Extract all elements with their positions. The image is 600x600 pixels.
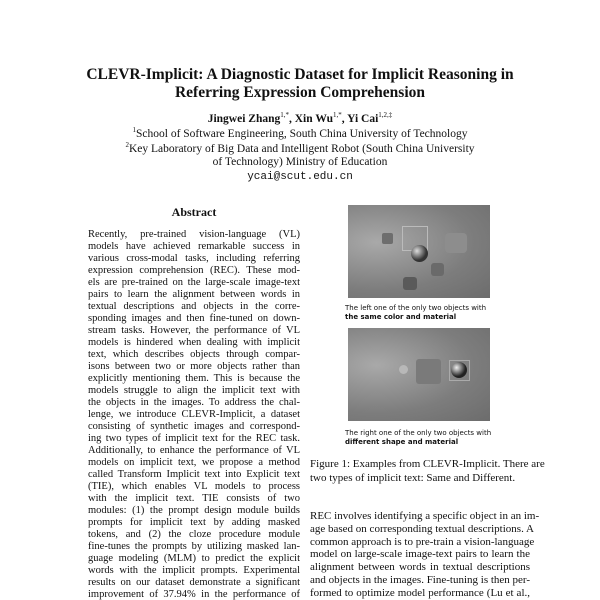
object-cylinder <box>431 263 444 276</box>
affiliation-3 <box>0 156 600 168</box>
body-line: and objects in the images. Fine-tuning is then per- <box>310 574 531 586</box>
abstract-line: lenge, we introduce CLEVR-Implicit, a dataset <box>88 409 300 420</box>
abstract-line: isons between two or more objects rather than <box>88 361 300 372</box>
abstract-line: explicitly mentioning them. This is because the <box>88 373 300 384</box>
figure-image-1 <box>348 205 490 298</box>
body-line: REC involves identifying a specific object in an im- <box>310 510 540 522</box>
object-cylinder <box>445 233 467 253</box>
image-2-caption-line-2: different shape and material <box>345 438 459 446</box>
abstract-line: text, which describes objects through compar- <box>88 349 300 360</box>
author-3: Yi Cai <box>347 112 379 125</box>
abstract-line: prompts for implicit text by adding masked <box>88 517 300 528</box>
figure-caption-line-1: Figure 1: Examples from CLEVR-Implicit. There are <box>310 458 545 470</box>
author-2-sup: 1,* <box>333 111 342 119</box>
authors: Jingwei Zhang$^{1,*}$, Xin $Wu^{1,*}$, Yi Cai$^{1,2,\ddagger}$ <box>207 111 393 125</box>
abstract-line: pairs to learn the alignment between words in <box>88 289 300 300</box>
affil-text: of Technology) Ministry of Education <box>212 156 388 168</box>
abstract-line: models on implicit text, we propose a method <box>88 457 300 468</box>
object-cylinder <box>403 277 417 290</box>
abstract-line: sponding images and then fine-tuned on down- <box>88 313 300 324</box>
affil-sup: 1 <box>132 126 136 134</box>
author-2: Xin Wu <box>294 112 334 125</box>
object-sphere <box>411 245 428 262</box>
image-1-caption-line-1: The left one of the only two objects with <box>345 304 487 312</box>
body-line: common approach is to pre-train a vision-language <box>310 535 535 548</box>
abstract-line: fine-tunes the prompts by utilizing masked lan- <box>88 541 300 552</box>
abstract-line: tokens, and (2) the cloze procedure module <box>88 529 300 540</box>
object-cube <box>382 233 393 244</box>
body-line: formed to optimize model performance (Lu et al., <box>310 586 530 599</box>
body-line: alignment between words in textual descriptions <box>310 561 530 574</box>
image-2-caption-line-1: The right one of the only two objects with <box>345 429 492 437</box>
figure-caption-line-2: two types of implicit text: Same and Different. <box>310 472 516 484</box>
abstract-line: called Transform Implicit text into Explicit text <box>88 469 300 480</box>
email: ycai@scut.edu.cn <box>247 171 353 183</box>
object-sphere <box>451 362 467 378</box>
object-cube <box>416 359 441 384</box>
abstract-line: modules: (1) the prompt design module builds <box>88 505 300 516</box>
affiliation-1 <box>0 126 600 140</box>
abstract-line: models is hindered when dealing with implicit <box>88 337 300 348</box>
abstract-line: expression comprehension (REC). These mod- <box>88 265 300 276</box>
affil-text: School of Software Engineering, South China University of Technology <box>136 127 468 140</box>
abstract-line: ing two types of implicit text for the REC task. <box>88 433 300 444</box>
abstract-line: stream tasks. However, the performance of VL <box>88 325 300 336</box>
affil-sup: 2 <box>125 141 129 149</box>
body-line: model on large-scale image-text pairs to learn the <box>310 548 530 561</box>
abstract-line: textual descriptions and objects in the corre- <box>88 301 300 312</box>
abstract-line: Additionally, to enhance the performance of VL <box>88 445 300 456</box>
author-3-sup: 1,2,‡ <box>378 111 393 119</box>
abstract-line: els are pre-trained on the large-scale image-text <box>88 277 300 288</box>
abstract-line: Recently, pre-trained vision-language (VL) <box>88 229 300 240</box>
abstract-line: with the implicit text. TIE consists of two <box>88 493 300 504</box>
author-1: Jingwei Zhang <box>207 112 281 125</box>
affil-text: Key Laboratory of Big Data and Intelligent Robot (South China University <box>128 142 475 155</box>
paper-title-line-1: CLEVR-Implicit: A Diagnostic Dataset for Implicit Reasoning in <box>86 66 514 83</box>
abstract-line: various cross-modal tasks, including referring <box>88 253 300 264</box>
object-sphere <box>399 365 408 374</box>
body-line: age based on corresponding textual descriptions. A <box>310 522 534 535</box>
affiliation-2 <box>0 141 600 155</box>
abstract-line: guage modeling (MLM) to predict the explicit <box>88 553 300 564</box>
paper-title-line-2: Referring Expression Comprehension <box>174 84 425 101</box>
abstract-line: improvement of 37.94% in the performance of <box>88 589 300 600</box>
abstract-line: results on our dataset demonstrate a significant <box>88 577 300 588</box>
abstract-heading: Abstract <box>171 205 217 219</box>
figure-image-2 <box>348 328 490 421</box>
abstract-line: (TIE), which enables VL models to process <box>88 481 300 492</box>
author-1-sup: 1,* <box>280 111 289 119</box>
abstract-line: the objects in the images. To address the chal- <box>88 397 300 408</box>
abstract-line: consisting of synthetic images and correspond- <box>88 421 300 432</box>
image-1-caption-line-2: the same color and material <box>345 313 457 321</box>
abstract-line: words with the implicit prompts. Experimental <box>88 565 300 576</box>
abstract-line: models struggle to align the implicit text with <box>88 385 300 396</box>
abstract-line: models have achieved remarkable success in <box>88 241 300 252</box>
